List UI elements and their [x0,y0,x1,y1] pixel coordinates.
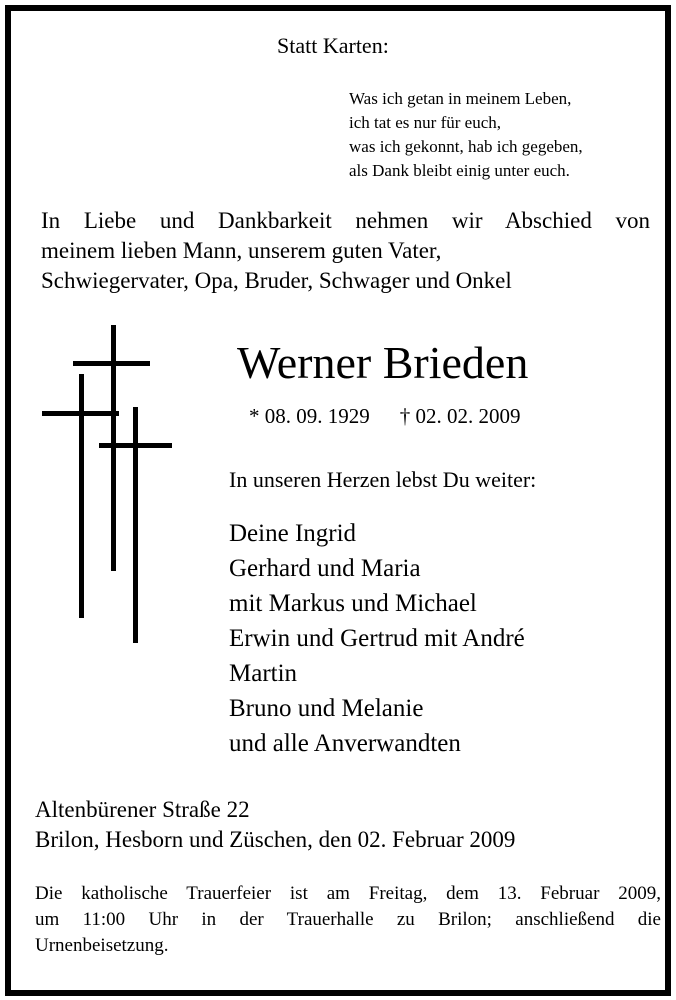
cross-horizontal [99,443,172,448]
family-line: und alle Anverwandten [229,730,461,757]
family-list [229,516,525,761]
family-line: mit Markus und Michael [229,590,477,617]
birth-date: * 08. 09. 1929 [249,404,370,428]
intro-line: meinem lieben Mann, unserem guten Vater, [41,238,442,263]
notice-line: um 11:00 Uhr in der Trauerhalle zu Brilon; anschließend die [35,909,661,930]
street-address: Altenbürener Straße 22 [35,797,250,822]
notice-line: Die katholische Trauerfeier ist am Freitag, dem 13. Februar 2009, [35,883,661,904]
intro-line: In Liebe und Dankbarkeit nehmen wir Abschied von [41,208,650,233]
obituary-card [5,5,671,996]
address-block [35,795,515,855]
poem [349,87,583,183]
notice-line: Urnenbeisetzung. [35,935,169,956]
family-line: Martin [229,660,298,687]
deceased-name: Werner Brieden [237,337,529,388]
poem-line: als Dank bleibt einig unter euch. [349,161,570,180]
header-statt-karten: Statt Karten: [277,33,389,58]
intro-line: Schwiegervater, Opa, Bruder, Schwager und Onkel [41,268,512,293]
cross-vertical [79,374,84,618]
family-line: Gerhard und Maria [229,555,421,582]
tagline: In unseren Herzen lebst Du weiter: [229,467,537,492]
cross-vertical [133,407,138,643]
death-date: † 02. 02. 2009 [399,404,521,428]
poem-line: ich tat es nur für euch, [349,113,501,132]
cross-horizontal [73,361,150,366]
place-and-date: Brilon, Hesborn und Züschen, den 02. Februar 2009 [35,827,516,852]
poem-line: Was ich getan in meinem Leben, [349,89,572,108]
funeral-notice [35,881,661,959]
family-line: Erwin und Gertrud mit André [229,625,525,652]
cross-horizontal [42,411,119,416]
poem-line: was ich gekonnt, hab ich gegeben, [349,137,583,156]
family-line: Deine Ingrid [229,520,357,547]
intro-text [41,206,650,296]
three-crosses-icon [39,317,179,647]
life-dates [249,404,521,429]
family-line: Bruno und Melanie [229,695,424,722]
